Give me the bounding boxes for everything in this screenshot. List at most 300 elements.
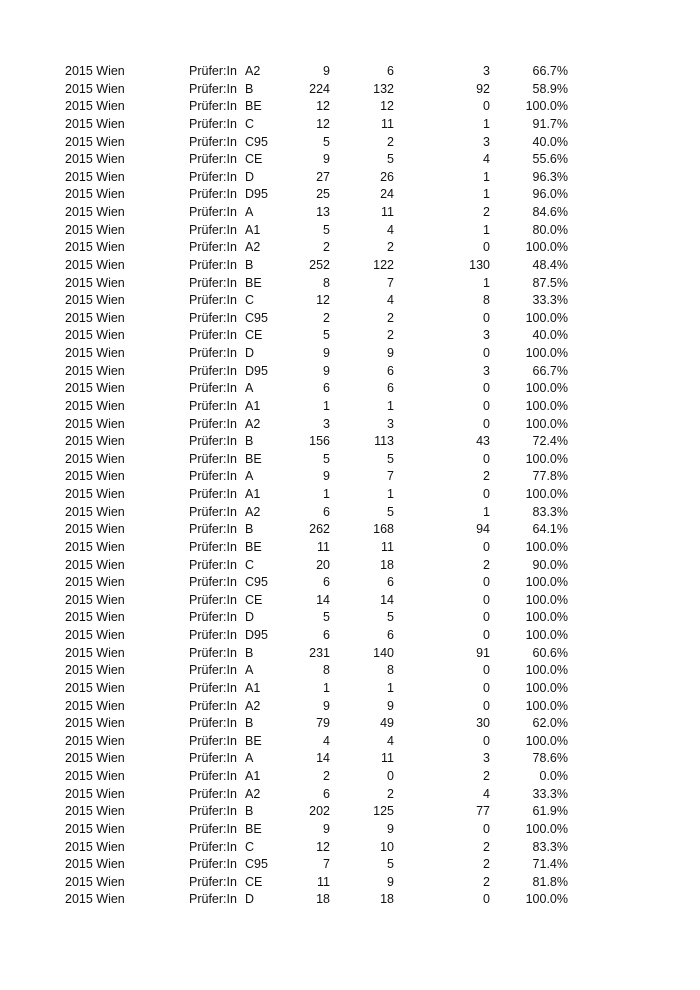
table-row bbox=[0, 609, 700, 627]
cell-examiner-role: Prüfer:In bbox=[189, 539, 237, 554]
cell-total-count: 5 bbox=[323, 610, 330, 625]
cell-examiner-role: Prüfer:In bbox=[189, 786, 237, 801]
table-row bbox=[0, 803, 700, 821]
cell-passed-count: 122 bbox=[373, 257, 394, 272]
cell-pass-rate: 62.0% bbox=[532, 716, 568, 731]
cell-examiner-role: Prüfer:In bbox=[189, 187, 237, 202]
cell-pass-rate: 100.0% bbox=[525, 398, 568, 413]
table-row bbox=[0, 592, 700, 610]
table-row bbox=[0, 733, 700, 751]
cell-license-class: CE bbox=[245, 874, 263, 889]
cell-pass-rate: 91.7% bbox=[532, 116, 568, 131]
cell-failed-count: 2 bbox=[483, 839, 490, 854]
cell-year-location: 2015 Wien bbox=[65, 222, 125, 237]
cell-failed-count: 2 bbox=[483, 469, 490, 484]
cell-total-count: 5 bbox=[323, 134, 330, 149]
cell-license-class: BE bbox=[245, 733, 262, 748]
cell-license-class: CE bbox=[245, 592, 263, 607]
cell-pass-rate: 100.0% bbox=[525, 451, 568, 466]
table-row bbox=[0, 486, 700, 504]
cell-examiner-role: Prüfer:In bbox=[189, 328, 237, 343]
table-row bbox=[0, 416, 700, 434]
cell-total-count: 12 bbox=[316, 99, 330, 114]
cell-pass-rate: 0.0% bbox=[539, 769, 568, 783]
cell-examiner-role: Prüfer:In bbox=[189, 451, 237, 466]
cell-failed-count: 0 bbox=[483, 487, 490, 501]
cell-license-class: B bbox=[245, 522, 254, 537]
cell-pass-rate: 100.0% bbox=[525, 381, 568, 396]
cell-license-class: C95 bbox=[245, 134, 268, 149]
table-row bbox=[0, 539, 700, 557]
cell-total-count: 8 bbox=[323, 275, 330, 290]
cell-license-class: D bbox=[245, 169, 255, 184]
cell-passed-count: 24 bbox=[380, 187, 394, 202]
cell-total-count: 252 bbox=[309, 257, 330, 272]
cell-license-class: D95 bbox=[245, 187, 268, 202]
cell-license-class: A2 bbox=[245, 698, 261, 713]
cell-passed-count: 6 bbox=[387, 628, 394, 642]
cell-pass-rate: 80.0% bbox=[532, 222, 568, 237]
table-row bbox=[0, 750, 700, 768]
cell-examiner-role: Prüfer:In bbox=[189, 257, 237, 272]
cell-year-location: 2015 Wien bbox=[65, 628, 125, 642]
cell-failed-count: 1 bbox=[483, 275, 490, 290]
cell-failed-count: 0 bbox=[483, 99, 490, 114]
cell-examiner-role: Prüfer:In bbox=[189, 804, 237, 819]
cell-total-count: 12 bbox=[316, 839, 330, 854]
cell-total-count: 5 bbox=[323, 328, 330, 343]
cell-license-class: A2 bbox=[245, 504, 261, 519]
cell-failed-count: 0 bbox=[483, 592, 490, 607]
cell-year-location: 2015 Wien bbox=[65, 205, 125, 219]
cell-year-location: 2015 Wien bbox=[65, 575, 125, 590]
cell-license-class: D bbox=[245, 892, 255, 907]
cell-year-location: 2015 Wien bbox=[65, 257, 125, 272]
cell-failed-count: 0 bbox=[483, 240, 490, 255]
cell-passed-count: 1 bbox=[387, 398, 394, 413]
cell-total-count: 202 bbox=[309, 804, 330, 819]
cell-pass-rate: 100.0% bbox=[525, 416, 568, 431]
cell-examiner-role: Prüfer:In bbox=[189, 557, 237, 572]
cell-examiner-role: Prüfer:In bbox=[189, 275, 237, 290]
cell-examiner-role: Prüfer:In bbox=[189, 81, 237, 96]
cell-examiner-role: Prüfer:In bbox=[189, 628, 237, 642]
cell-year-location: 2015 Wien bbox=[65, 769, 125, 783]
cell-pass-rate: 100.0% bbox=[525, 240, 568, 255]
cell-license-class: A bbox=[245, 381, 254, 396]
cell-examiner-role: Prüfer:In bbox=[189, 751, 237, 766]
cell-passed-count: 26 bbox=[380, 169, 394, 184]
cell-pass-rate: 78.6% bbox=[532, 751, 568, 766]
cell-passed-count: 2 bbox=[387, 328, 394, 343]
cell-passed-count: 140 bbox=[373, 645, 394, 660]
cell-pass-rate: 100.0% bbox=[525, 680, 568, 695]
cell-pass-rate: 83.3% bbox=[532, 504, 568, 519]
cell-license-class: A bbox=[245, 469, 254, 484]
cell-total-count: 1 bbox=[323, 680, 330, 695]
cell-total-count: 6 bbox=[323, 504, 330, 519]
cell-year-location: 2015 Wien bbox=[65, 152, 125, 167]
cell-examiner-role: Prüfer:In bbox=[189, 821, 237, 836]
cell-failed-count: 0 bbox=[483, 451, 490, 466]
cell-license-class: C95 bbox=[245, 575, 268, 590]
cell-examiner-role: Prüfer:In bbox=[189, 874, 237, 889]
cell-total-count: 27 bbox=[316, 169, 330, 184]
table-row bbox=[0, 151, 700, 169]
cell-pass-rate: 100.0% bbox=[525, 592, 568, 607]
cell-total-count: 6 bbox=[323, 786, 330, 801]
cell-failed-count: 2 bbox=[483, 769, 490, 783]
cell-passed-count: 18 bbox=[380, 557, 394, 572]
cell-total-count: 9 bbox=[323, 469, 330, 484]
cell-pass-rate: 33.3% bbox=[532, 786, 568, 801]
cell-total-count: 11 bbox=[317, 539, 330, 554]
cell-total-count: 5 bbox=[323, 451, 330, 466]
cell-pass-rate: 87.5% bbox=[532, 275, 568, 290]
cell-pass-rate: 100.0% bbox=[525, 99, 568, 114]
cell-total-count: 6 bbox=[323, 575, 330, 590]
cell-license-class: A1 bbox=[245, 398, 261, 413]
cell-license-class: BE bbox=[245, 821, 262, 836]
cell-failed-count: 91 bbox=[476, 645, 490, 660]
cell-pass-rate: 83.3% bbox=[532, 839, 568, 854]
cell-year-location: 2015 Wien bbox=[65, 504, 125, 519]
cell-failed-count: 1 bbox=[483, 169, 490, 184]
table-row bbox=[0, 134, 700, 152]
cell-passed-count: 5 bbox=[387, 504, 394, 519]
cell-license-class: B bbox=[245, 434, 254, 449]
cell-license-class: C bbox=[245, 839, 255, 854]
cell-pass-rate: 96.0% bbox=[532, 187, 568, 202]
cell-total-count: 6 bbox=[323, 628, 330, 642]
cell-failed-count: 0 bbox=[483, 575, 490, 590]
cell-examiner-role: Prüfer:In bbox=[189, 134, 237, 149]
cell-year-location: 2015 Wien bbox=[65, 663, 125, 678]
cell-year-location: 2015 Wien bbox=[65, 751, 125, 766]
table-row bbox=[0, 433, 700, 451]
cell-failed-count: 0 bbox=[483, 381, 490, 396]
cell-failed-count: 0 bbox=[483, 398, 490, 413]
cell-examiner-role: Prüfer:In bbox=[189, 205, 237, 219]
cell-license-class: C bbox=[245, 557, 255, 572]
table-row bbox=[0, 557, 700, 575]
cell-total-count: 79 bbox=[316, 716, 330, 731]
table-row bbox=[0, 363, 700, 381]
cell-year-location: 2015 Wien bbox=[65, 857, 125, 872]
cell-examiner-role: Prüfer:In bbox=[189, 592, 237, 607]
cell-examiner-role: Prüfer:In bbox=[189, 240, 237, 255]
cell-total-count: 12 bbox=[316, 116, 330, 131]
cell-pass-rate: 48.4% bbox=[532, 257, 568, 272]
cell-license-class: BE bbox=[245, 539, 262, 554]
cell-total-count: 262 bbox=[309, 522, 330, 537]
cell-failed-count: 30 bbox=[476, 716, 490, 731]
cell-year-location: 2015 Wien bbox=[65, 645, 125, 660]
cell-license-class: A2 bbox=[245, 416, 261, 431]
cell-license-class: A1 bbox=[245, 769, 261, 783]
cell-examiner-role: Prüfer:In bbox=[189, 169, 237, 184]
cell-license-class: C95 bbox=[245, 857, 268, 872]
cell-examiner-role: Prüfer:In bbox=[189, 469, 237, 484]
cell-pass-rate: 100.0% bbox=[525, 698, 568, 713]
cell-pass-rate: 81.8% bbox=[532, 874, 568, 889]
cell-passed-count: 3 bbox=[387, 416, 394, 431]
cell-pass-rate: 96.3% bbox=[532, 169, 568, 184]
cell-total-count: 9 bbox=[323, 821, 330, 836]
cell-examiner-role: Prüfer:In bbox=[189, 310, 237, 325]
cell-passed-count: 10 bbox=[380, 839, 394, 854]
cell-passed-count: 8 bbox=[387, 663, 394, 678]
cell-examiner-role: Prüfer:In bbox=[189, 769, 237, 783]
cell-pass-rate: 61.9% bbox=[532, 804, 568, 819]
cell-passed-count: 0 bbox=[387, 769, 394, 783]
cell-failed-count: 94 bbox=[476, 522, 490, 537]
table-row bbox=[0, 275, 700, 293]
cell-year-location: 2015 Wien bbox=[65, 398, 125, 413]
cell-failed-count: 1 bbox=[483, 187, 490, 202]
cell-failed-count: 2 bbox=[483, 205, 490, 219]
cell-license-class: BE bbox=[245, 451, 262, 466]
cell-license-class: D bbox=[245, 346, 255, 360]
cell-failed-count: 0 bbox=[483, 698, 490, 713]
cell-failed-count: 4 bbox=[483, 152, 490, 167]
cell-total-count: 9 bbox=[323, 363, 330, 378]
cell-year-location: 2015 Wien bbox=[65, 99, 125, 114]
cell-total-count: 14 bbox=[316, 751, 330, 766]
cell-failed-count: 0 bbox=[483, 628, 490, 642]
cell-license-class: A1 bbox=[245, 680, 261, 695]
cell-year-location: 2015 Wien bbox=[65, 716, 125, 731]
table-row bbox=[0, 768, 700, 786]
cell-passed-count: 132 bbox=[373, 81, 394, 96]
cell-license-class: BE bbox=[245, 275, 262, 290]
cell-license-class: D bbox=[245, 610, 255, 625]
cell-license-class: A bbox=[245, 205, 254, 219]
cell-passed-count: 9 bbox=[387, 346, 394, 360]
table-row bbox=[0, 186, 700, 204]
cell-year-location: 2015 Wien bbox=[65, 64, 125, 78]
cell-failed-count: 1 bbox=[483, 116, 490, 131]
cell-passed-count: 113 bbox=[374, 434, 394, 449]
cell-total-count: 25 bbox=[316, 187, 330, 202]
cell-failed-count: 1 bbox=[483, 504, 490, 519]
cell-passed-count: 6 bbox=[387, 381, 394, 396]
cell-passed-count: 2 bbox=[387, 134, 394, 149]
table-row bbox=[0, 856, 700, 874]
cell-license-class: BE bbox=[245, 99, 262, 114]
cell-year-location: 2015 Wien bbox=[65, 839, 125, 854]
table-row bbox=[0, 627, 700, 645]
cell-failed-count: 77 bbox=[476, 804, 490, 819]
cell-passed-count: 125 bbox=[373, 804, 394, 819]
table-row bbox=[0, 680, 700, 698]
cell-year-location: 2015 Wien bbox=[65, 134, 125, 149]
cell-examiner-role: Prüfer:In bbox=[189, 575, 237, 590]
cell-license-class: B bbox=[245, 81, 254, 96]
cell-passed-count: 12 bbox=[380, 99, 394, 114]
spreadsheet-table bbox=[0, 63, 700, 909]
table-row bbox=[0, 821, 700, 839]
cell-examiner-role: Prüfer:In bbox=[189, 222, 237, 237]
cell-license-class: A bbox=[245, 751, 254, 766]
table-row bbox=[0, 222, 700, 240]
cell-examiner-role: Prüfer:In bbox=[189, 663, 237, 678]
table-row bbox=[0, 839, 700, 857]
cell-year-location: 2015 Wien bbox=[65, 81, 125, 96]
cell-pass-rate: 40.0% bbox=[532, 328, 568, 343]
cell-pass-rate: 90.0% bbox=[532, 557, 568, 572]
cell-passed-count: 5 bbox=[387, 610, 394, 625]
cell-pass-rate: 100.0% bbox=[525, 487, 568, 501]
cell-failed-count: 1 bbox=[483, 222, 490, 237]
table-row bbox=[0, 874, 700, 892]
table-row bbox=[0, 327, 700, 345]
cell-year-location: 2015 Wien bbox=[65, 698, 125, 713]
cell-total-count: 18 bbox=[316, 892, 330, 907]
cell-examiner-role: Prüfer:In bbox=[189, 116, 237, 131]
cell-failed-count: 4 bbox=[483, 786, 490, 801]
cell-total-count: 9 bbox=[323, 64, 330, 78]
cell-examiner-role: Prüfer:In bbox=[189, 64, 237, 78]
cell-total-count: 2 bbox=[323, 240, 330, 255]
table-row bbox=[0, 116, 700, 134]
table-row bbox=[0, 698, 700, 716]
cell-year-location: 2015 Wien bbox=[65, 451, 125, 466]
cell-total-count: 2 bbox=[323, 769, 330, 783]
cell-license-class: A2 bbox=[245, 64, 261, 78]
cell-year-location: 2015 Wien bbox=[65, 522, 125, 537]
table-row bbox=[0, 169, 700, 187]
cell-total-count: 11 bbox=[317, 874, 330, 889]
cell-passed-count: 5 bbox=[387, 857, 394, 872]
cell-total-count: 3 bbox=[323, 416, 330, 431]
table-row bbox=[0, 257, 700, 275]
cell-total-count: 12 bbox=[316, 293, 330, 308]
cell-examiner-role: Prüfer:In bbox=[189, 610, 237, 625]
cell-year-location: 2015 Wien bbox=[65, 240, 125, 255]
cell-failed-count: 2 bbox=[483, 874, 490, 889]
cell-total-count: 5 bbox=[323, 222, 330, 237]
cell-year-location: 2015 Wien bbox=[65, 786, 125, 801]
cell-total-count: 9 bbox=[323, 346, 330, 360]
cell-examiner-role: Prüfer:In bbox=[189, 381, 237, 396]
cell-passed-count: 4 bbox=[387, 222, 394, 237]
cell-examiner-role: Prüfer:In bbox=[189, 416, 237, 431]
cell-passed-count: 1 bbox=[387, 487, 394, 501]
cell-year-location: 2015 Wien bbox=[65, 733, 125, 748]
cell-total-count: 20 bbox=[316, 557, 330, 572]
cell-pass-rate: 55.6% bbox=[532, 152, 568, 167]
cell-passed-count: 18 bbox=[380, 892, 394, 907]
cell-year-location: 2015 Wien bbox=[65, 293, 125, 308]
cell-examiner-role: Prüfer:In bbox=[189, 645, 237, 660]
cell-passed-count: 11 bbox=[381, 751, 394, 766]
cell-license-class: B bbox=[245, 716, 254, 731]
cell-year-location: 2015 Wien bbox=[65, 610, 125, 625]
cell-total-count: 9 bbox=[323, 698, 330, 713]
table-row bbox=[0, 662, 700, 680]
cell-passed-count: 9 bbox=[387, 821, 394, 836]
cell-passed-count: 9 bbox=[387, 698, 394, 713]
cell-license-class: B bbox=[245, 804, 254, 819]
table-row bbox=[0, 345, 700, 363]
cell-total-count: 13 bbox=[316, 205, 330, 219]
table-row bbox=[0, 521, 700, 539]
cell-pass-rate: 66.7% bbox=[532, 64, 568, 78]
cell-failed-count: 0 bbox=[483, 892, 490, 907]
cell-year-location: 2015 Wien bbox=[65, 169, 125, 184]
cell-failed-count: 3 bbox=[483, 751, 490, 766]
cell-failed-count: 43 bbox=[476, 434, 490, 449]
cell-examiner-role: Prüfer:In bbox=[189, 698, 237, 713]
cell-year-location: 2015 Wien bbox=[65, 434, 125, 449]
cell-total-count: 7 bbox=[323, 857, 330, 872]
cell-passed-count: 4 bbox=[387, 293, 394, 308]
cell-passed-count: 2 bbox=[387, 310, 394, 325]
cell-failed-count: 0 bbox=[483, 680, 490, 695]
cell-examiner-role: Prüfer:In bbox=[189, 363, 237, 378]
cell-license-class: A bbox=[245, 663, 254, 678]
table-row bbox=[0, 310, 700, 328]
cell-pass-rate: 58.9% bbox=[532, 81, 568, 96]
cell-pass-rate: 100.0% bbox=[525, 663, 568, 678]
cell-passed-count: 6 bbox=[387, 363, 394, 378]
cell-failed-count: 2 bbox=[483, 857, 490, 872]
cell-failed-count: 0 bbox=[483, 416, 490, 431]
cell-passed-count: 5 bbox=[387, 451, 394, 466]
cell-failed-count: 0 bbox=[483, 610, 490, 625]
table-row bbox=[0, 645, 700, 663]
cell-failed-count: 3 bbox=[483, 363, 490, 378]
cell-pass-rate: 100.0% bbox=[525, 821, 568, 836]
cell-year-location: 2015 Wien bbox=[65, 363, 125, 378]
cell-passed-count: 14 bbox=[380, 592, 394, 607]
cell-year-location: 2015 Wien bbox=[65, 275, 125, 290]
cell-failed-count: 92 bbox=[476, 81, 490, 96]
cell-passed-count: 4 bbox=[387, 733, 394, 748]
cell-examiner-role: Prüfer:In bbox=[189, 293, 237, 308]
cell-passed-count: 9 bbox=[387, 874, 394, 889]
cell-license-class: C bbox=[245, 293, 255, 308]
cell-pass-rate: 33.3% bbox=[532, 293, 568, 308]
cell-failed-count: 8 bbox=[483, 293, 490, 308]
cell-license-class: D95 bbox=[245, 628, 268, 642]
cell-pass-rate: 100.0% bbox=[525, 575, 568, 590]
table-row bbox=[0, 204, 700, 222]
cell-year-location: 2015 Wien bbox=[65, 328, 125, 343]
cell-examiner-role: Prüfer:In bbox=[189, 152, 237, 167]
table-row bbox=[0, 398, 700, 416]
cell-examiner-role: Prüfer:In bbox=[189, 504, 237, 519]
cell-examiner-role: Prüfer:In bbox=[189, 839, 237, 854]
cell-total-count: 6 bbox=[323, 381, 330, 396]
cell-license-class: C95 bbox=[245, 310, 268, 325]
cell-failed-count: 3 bbox=[483, 64, 490, 78]
table-row bbox=[0, 468, 700, 486]
cell-year-location: 2015 Wien bbox=[65, 416, 125, 431]
cell-year-location: 2015 Wien bbox=[65, 592, 125, 607]
cell-failed-count: 0 bbox=[483, 733, 490, 748]
cell-total-count: 8 bbox=[323, 663, 330, 678]
table-row bbox=[0, 292, 700, 310]
cell-year-location: 2015 Wien bbox=[65, 804, 125, 819]
cell-license-class: CE bbox=[245, 152, 263, 167]
table-row bbox=[0, 451, 700, 469]
cell-passed-count: 6 bbox=[387, 575, 394, 590]
cell-year-location: 2015 Wien bbox=[65, 187, 125, 202]
cell-passed-count: 11 bbox=[381, 116, 394, 131]
cell-total-count: 4 bbox=[323, 733, 330, 748]
